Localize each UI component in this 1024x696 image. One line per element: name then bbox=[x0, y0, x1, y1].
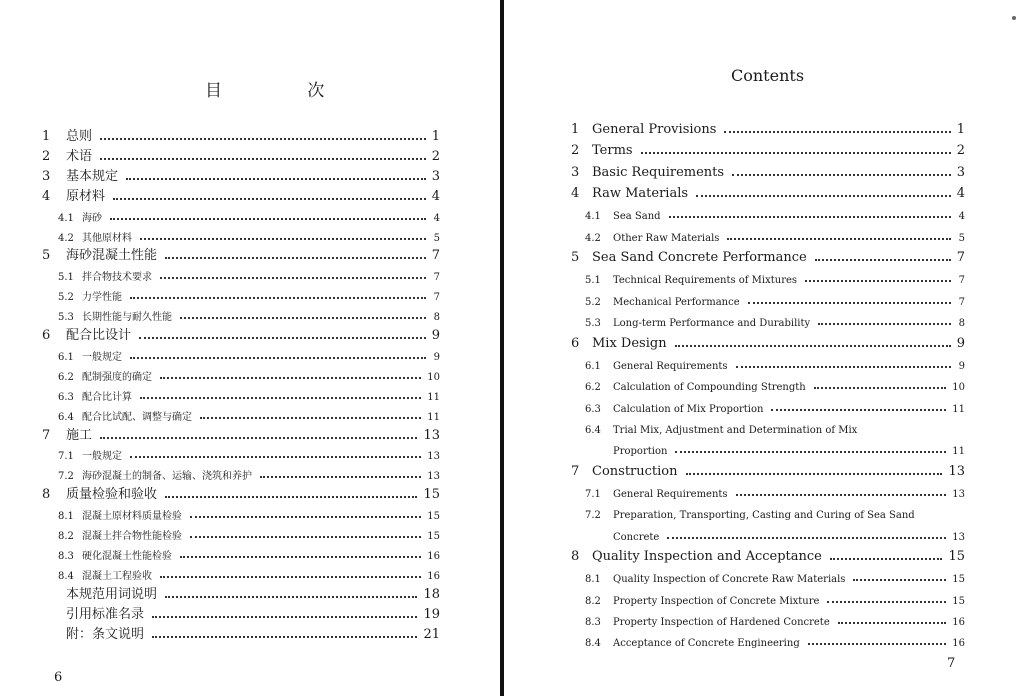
toc-entry-number: 5 bbox=[42, 248, 51, 264]
toc-entry-title: 长期性能与耐久性能 bbox=[82, 312, 172, 324]
toc-entry-page: 1 bbox=[431, 129, 440, 144]
toc-entry-number: 6.1 bbox=[58, 351, 74, 363]
toc-entry-page: 2 bbox=[956, 143, 965, 159]
toc-entry[interactable] bbox=[42, 305, 440, 323]
toc-entry-number: 7 bbox=[571, 463, 580, 479]
toc-leader-dots bbox=[814, 387, 947, 389]
toc-entry-page: 7 bbox=[958, 275, 965, 287]
toc-entry-title: Acceptance of Concrete Engineering bbox=[613, 638, 800, 650]
toc-entry-page: 7 bbox=[956, 250, 965, 266]
toc-entry-page: 11 bbox=[427, 391, 440, 403]
toc-entry-title: 力学性能 bbox=[82, 292, 122, 304]
toc-entry-number: 5.2 bbox=[58, 292, 74, 304]
toc-entry-number: 3 bbox=[42, 168, 51, 184]
toc-entry[interactable] bbox=[571, 290, 965, 308]
toc-entry-number: 3 bbox=[571, 164, 580, 180]
toc-leader-dots bbox=[667, 537, 946, 539]
toc-entry-title: 配合比计算 bbox=[82, 391, 132, 403]
toc-entry-page: 11 bbox=[952, 446, 965, 458]
toc-entry-number: 8.3 bbox=[585, 617, 601, 629]
toc-entry-number: 6.3 bbox=[585, 403, 601, 415]
toc-entry-title: Construction bbox=[592, 463, 678, 479]
toc-entry-page: 9 bbox=[956, 335, 965, 351]
toc-leader-dots bbox=[736, 494, 947, 496]
toc-entry-title: 海砂混凝土性能 bbox=[66, 248, 158, 264]
toc-entry[interactable] bbox=[42, 524, 440, 542]
toc-entry-title: 施工 bbox=[66, 427, 93, 443]
toc-title-chinese: 目 次 bbox=[205, 81, 365, 101]
toc-leader-dots bbox=[126, 178, 426, 180]
toc-entry[interactable] bbox=[571, 567, 965, 585]
toc-entry-title: 一般规定 bbox=[82, 351, 122, 363]
toc-leader-dots bbox=[190, 516, 421, 518]
toc-entry-title: Basic Requirements bbox=[592, 164, 725, 180]
toc-entry[interactable] bbox=[42, 405, 440, 423]
toc-entry-page: 21 bbox=[423, 626, 440, 642]
toc-entry-title: 术语 bbox=[66, 148, 93, 164]
toc-entry[interactable] bbox=[42, 584, 440, 602]
toc-leader-dots bbox=[140, 397, 421, 399]
toc-entry[interactable] bbox=[42, 464, 440, 482]
toc-entry-number: 4.1 bbox=[585, 211, 601, 223]
toc-entry-number: 4.2 bbox=[58, 232, 74, 244]
toc-entry[interactable] bbox=[571, 418, 965, 436]
toc-entry-number: 5.2 bbox=[585, 296, 601, 308]
toc-entry[interactable] bbox=[42, 564, 440, 582]
toc-entry-page: 18 bbox=[423, 586, 440, 602]
toc-entry-page: 8 bbox=[433, 312, 440, 324]
toc-entry-number: 5.1 bbox=[58, 272, 74, 284]
toc-entry-page: 2 bbox=[431, 148, 440, 164]
toc-leader-dots bbox=[165, 596, 417, 598]
toc-entry-number: 6.2 bbox=[58, 371, 74, 383]
toc-entry[interactable] bbox=[42, 325, 440, 343]
toc-entry-number: 8.1 bbox=[58, 511, 74, 523]
toc-entry[interactable] bbox=[42, 444, 440, 462]
toc-entry[interactable] bbox=[42, 265, 440, 283]
toc-leader-dots bbox=[771, 409, 946, 411]
toc-entry-number: 7.2 bbox=[585, 510, 601, 522]
toc-leader-dots bbox=[100, 437, 417, 439]
toc-entry-title: Mix Design bbox=[592, 335, 667, 351]
toc-leader-dots bbox=[641, 152, 951, 154]
toc-entry-number: 5.3 bbox=[585, 318, 601, 330]
toc-entry-page: 16 bbox=[427, 570, 440, 582]
toc-entry-page: 9 bbox=[433, 351, 440, 363]
page-number-left: 6 bbox=[54, 670, 63, 685]
toc-entry[interactable] bbox=[571, 546, 965, 564]
toc-leader-dots bbox=[727, 238, 951, 240]
toc-entry[interactable] bbox=[571, 525, 965, 543]
toc-leader-dots bbox=[675, 451, 946, 453]
toc-entry-title: Proportion bbox=[613, 446, 668, 458]
toc-entry-page: 3 bbox=[956, 164, 965, 180]
toc-entry[interactable] bbox=[571, 503, 965, 521]
toc-entry-page: 13 bbox=[948, 463, 965, 479]
toc-leader-dots bbox=[190, 536, 421, 538]
toc-leader-dots bbox=[748, 302, 951, 304]
scan-mark bbox=[1012, 16, 1016, 20]
toc-entry-title: Other Raw Materials bbox=[613, 232, 720, 244]
toc-entry-number: 8 bbox=[571, 549, 580, 564]
toc-entry[interactable] bbox=[42, 166, 440, 184]
toc-entry-page: 9 bbox=[958, 360, 965, 372]
toc-entry-page: 15 bbox=[952, 574, 965, 586]
toc-entry[interactable] bbox=[42, 504, 440, 522]
toc-entry-number: 1 bbox=[571, 122, 580, 137]
toc-entry-page: 15 bbox=[427, 531, 440, 542]
toc-entry-number: 7.1 bbox=[585, 488, 601, 500]
toc-entry-number: 7.2 bbox=[58, 471, 74, 483]
toc-leader-dots bbox=[686, 473, 943, 475]
toc-entry-title: Calculation of Compounding Strength bbox=[613, 382, 806, 394]
toc-entry-number: 7.1 bbox=[58, 451, 74, 463]
toc-entry-title: Quality Inspection and Acceptance bbox=[592, 549, 822, 564]
toc-entry-page: 13 bbox=[952, 488, 965, 500]
toc-leader-dots bbox=[139, 337, 426, 339]
toc-entry-title: Mechanical Performance bbox=[613, 296, 740, 308]
page-number-right: 7 bbox=[947, 656, 956, 671]
toc-entry-title: 原材料 bbox=[66, 188, 106, 204]
toc-entry[interactable] bbox=[42, 425, 440, 443]
toc-entry-title: Property Inspection of Hardened Concrete bbox=[613, 617, 830, 629]
toc-entry[interactable] bbox=[42, 126, 440, 144]
toc-entry-page: 4 bbox=[958, 211, 965, 223]
toc-entry-page: 13 bbox=[423, 427, 440, 443]
toc-leader-dots bbox=[180, 556, 421, 558]
toc-entry-number: 6 bbox=[42, 328, 51, 343]
toc-entry-number: 8.1 bbox=[585, 574, 601, 586]
toc-entry[interactable] bbox=[571, 311, 965, 329]
toc-entry[interactable] bbox=[42, 226, 440, 244]
toc-entry-page: 8 bbox=[958, 318, 965, 330]
toc-entry[interactable] bbox=[571, 268, 965, 286]
toc-entry-title: 一般规定 bbox=[82, 451, 122, 463]
toc-leader-dots bbox=[165, 257, 426, 259]
toc-leader-dots bbox=[838, 622, 947, 624]
toc-entry[interactable] bbox=[571, 375, 965, 393]
toc-entry-page: 10 bbox=[427, 371, 440, 383]
toc-entry-title: General Provisions bbox=[592, 122, 717, 137]
toc-leader-dots bbox=[675, 345, 951, 347]
toc-entry[interactable] bbox=[571, 610, 965, 628]
toc-entry[interactable] bbox=[571, 204, 965, 222]
toc-entry-page: 11 bbox=[952, 403, 965, 415]
toc-entry-number: 6.3 bbox=[58, 391, 74, 403]
toc-leader-dots bbox=[113, 198, 426, 200]
toc-leader-dots bbox=[815, 259, 951, 261]
toc-entry[interactable] bbox=[42, 206, 440, 224]
toc-leader-dots bbox=[805, 280, 951, 282]
toc-entry-title: 基本规定 bbox=[66, 168, 119, 184]
toc-leader-dots bbox=[160, 377, 421, 379]
toc-leader-dots bbox=[130, 456, 421, 458]
toc-entry-title: General Requirements bbox=[613, 360, 728, 372]
toc-entry-page: 7 bbox=[958, 296, 965, 308]
toc-entry-number: 2 bbox=[571, 143, 580, 159]
toc-entry-page: 11 bbox=[427, 411, 440, 423]
toc-entry-number: 8 bbox=[42, 487, 51, 503]
toc-leader-dots bbox=[732, 174, 951, 176]
toc-entry-page: 19 bbox=[423, 606, 440, 622]
toc-entry-page: 15 bbox=[952, 595, 965, 607]
toc-entry-title: General Requirements bbox=[613, 488, 728, 500]
toc-entry-page: 15 bbox=[423, 487, 440, 503]
toc-entry-title: 引用标准名录 bbox=[66, 606, 145, 622]
toc-entry-page: 7 bbox=[433, 272, 440, 284]
toc-entry[interactable] bbox=[42, 186, 440, 204]
toc-entry-title: Concrete bbox=[613, 531, 660, 543]
toc-entry-title: 其他原材料 bbox=[82, 232, 132, 244]
toc-leader-dots bbox=[165, 496, 417, 498]
toc-entry-number: 5.3 bbox=[58, 312, 74, 324]
toc-entry-number: 8.4 bbox=[585, 638, 601, 650]
toc-entry-page: 13 bbox=[427, 471, 440, 483]
toc-leader-dots bbox=[100, 138, 426, 140]
toc-entry-title: Sea Sand Concrete Performance bbox=[592, 250, 807, 266]
toc-leader-dots bbox=[130, 357, 426, 359]
toc-entry-page: 5 bbox=[433, 232, 440, 244]
toc-leader-dots bbox=[140, 238, 426, 240]
toc-entry[interactable] bbox=[571, 226, 965, 244]
toc-entry-page: 15 bbox=[948, 549, 965, 564]
toc-leader-dots bbox=[808, 643, 947, 645]
toc-entry[interactable] bbox=[42, 146, 440, 164]
toc-entry-title: Property Inspection of Concrete Mixture bbox=[613, 595, 820, 607]
toc-title-english: Contents bbox=[731, 66, 805, 85]
toc-entry[interactable] bbox=[42, 624, 440, 642]
toc-leader-dots bbox=[818, 323, 951, 325]
toc-leader-dots bbox=[200, 417, 421, 419]
toc-entry-title: 混凝土工程验收 bbox=[82, 570, 152, 582]
toc-entry[interactable] bbox=[42, 365, 440, 383]
toc-entry-page: 7 bbox=[433, 292, 440, 304]
toc-entry-title: Technical Requirements of Mixtures bbox=[613, 275, 798, 287]
toc-entry-page: 4 bbox=[431, 188, 440, 204]
toc-leader-dots bbox=[830, 558, 943, 560]
toc-entry-number: 6 bbox=[571, 335, 580, 351]
toc-entry-page: 16 bbox=[952, 617, 965, 629]
toc-entry[interactable] bbox=[571, 631, 965, 649]
toc-entry-title: Raw Materials bbox=[592, 186, 689, 202]
toc-entry-number: 8.4 bbox=[58, 570, 74, 582]
toc-leader-dots bbox=[110, 218, 426, 220]
toc-entry-title: Quality Inspection of Concrete Raw Materials bbox=[613, 574, 846, 586]
toc-entry-title: 拌合物技术要求 bbox=[82, 272, 152, 284]
toc-entry-number: 6.4 bbox=[58, 411, 74, 423]
toc-entry[interactable] bbox=[571, 162, 965, 180]
toc-leader-dots bbox=[100, 158, 426, 160]
toc-entry[interactable] bbox=[571, 589, 965, 607]
toc-leader-dots bbox=[696, 195, 951, 197]
toc-entry-page: 3 bbox=[431, 168, 440, 184]
toc-entry-title: 总则 bbox=[66, 129, 93, 144]
toc-entry-title: Preparation, Transporting, Casting and Curing of Sea Sand bbox=[613, 510, 915, 522]
toc-entry[interactable] bbox=[571, 119, 965, 137]
toc-entry[interactable] bbox=[42, 484, 440, 502]
toc-leader-dots bbox=[160, 277, 426, 279]
toc-entry-title: 本规范用词说明 bbox=[66, 586, 158, 602]
toc-entry[interactable] bbox=[571, 140, 965, 158]
right-page bbox=[507, 0, 1024, 696]
toc-entry-number: 8.2 bbox=[585, 595, 601, 607]
toc-entry[interactable] bbox=[42, 385, 440, 403]
toc-entry[interactable] bbox=[42, 345, 440, 363]
toc-entry-number: 4 bbox=[571, 186, 580, 202]
toc-entry[interactable] bbox=[571, 247, 965, 265]
toc-entry-number: 5.1 bbox=[585, 275, 601, 287]
toc-entry-title: Trial Mix, Adjustment and Determination of Mix bbox=[613, 424, 858, 436]
toc-leader-dots bbox=[669, 216, 951, 218]
toc-entry-number: 4 bbox=[42, 188, 51, 204]
toc-entry-page: 13 bbox=[427, 451, 440, 463]
left-page bbox=[0, 0, 500, 696]
toc-entry-page: 15 bbox=[427, 511, 440, 523]
toc-entry-number: 6.2 bbox=[585, 382, 601, 394]
toc-entry[interactable] bbox=[571, 439, 965, 457]
toc-entry[interactable] bbox=[571, 333, 965, 351]
toc-entry-page: 5 bbox=[958, 232, 965, 244]
toc-entry[interactable] bbox=[42, 285, 440, 303]
toc-entry[interactable] bbox=[42, 544, 440, 562]
toc-entry[interactable] bbox=[571, 482, 965, 500]
toc-entry-number: 6.1 bbox=[585, 360, 601, 372]
toc-leader-dots bbox=[152, 636, 417, 638]
toc-entry[interactable] bbox=[42, 604, 440, 622]
toc-leader-dots bbox=[152, 616, 417, 618]
toc-entry[interactable] bbox=[571, 183, 965, 201]
toc-entry-number: 4.2 bbox=[585, 232, 601, 244]
toc-leader-dots bbox=[827, 601, 946, 603]
toc-leader-dots bbox=[180, 317, 426, 319]
toc-entry-page: 16 bbox=[427, 550, 440, 562]
toc-entry[interactable] bbox=[42, 245, 440, 263]
toc-leader-dots bbox=[160, 576, 421, 578]
toc-entry-page: 10 bbox=[952, 382, 965, 394]
toc-entry-number: 8.2 bbox=[58, 531, 74, 542]
toc-entry-title: Terms bbox=[592, 143, 633, 159]
toc-entry-title: 海砂混凝土的制备、运输、浇筑和养护 bbox=[82, 471, 252, 483]
toc-leader-dots bbox=[130, 297, 426, 299]
toc-entry-number: 7 bbox=[42, 427, 51, 443]
toc-entry-number: 2 bbox=[42, 148, 51, 164]
toc-entry[interactable] bbox=[571, 461, 965, 479]
toc-entry-title: 配合比设计 bbox=[66, 328, 132, 343]
toc-leader-dots bbox=[853, 579, 946, 581]
toc-entry-page: 7 bbox=[431, 248, 440, 264]
toc-entry-title: Sea Sand bbox=[613, 211, 661, 223]
toc-leader-dots bbox=[260, 476, 421, 478]
toc-entry-title: Long-term Performance and Durability bbox=[613, 318, 811, 330]
toc-entry-number: 5 bbox=[571, 250, 580, 266]
toc-entry-title: 混凝土原材料质量检验 bbox=[82, 511, 182, 523]
book-spine bbox=[500, 0, 504, 696]
toc-entry-page: 4 bbox=[956, 186, 965, 202]
toc-entry-number: 8.3 bbox=[58, 550, 74, 562]
toc-entry-page: 9 bbox=[431, 328, 440, 343]
toc-leader-dots bbox=[724, 131, 950, 133]
toc-leader-dots bbox=[736, 366, 951, 368]
toc-entry-number: 6.4 bbox=[585, 424, 601, 436]
toc-entry[interactable] bbox=[571, 354, 965, 372]
toc-entry-title: 硬化混凝土性能检验 bbox=[82, 550, 172, 562]
toc-entry-title: 质量检验和验收 bbox=[66, 487, 158, 503]
toc-entry-title: 附：条文说明 bbox=[66, 626, 145, 642]
toc-entry[interactable] bbox=[571, 397, 965, 415]
toc-entry-title: Calculation of Mix Proportion bbox=[613, 403, 764, 415]
toc-entry-title: 配制强度的确定 bbox=[82, 371, 152, 383]
toc-entry-title: 混凝土拌合物性能检验 bbox=[82, 531, 182, 542]
toc-entry-page: 1 bbox=[956, 122, 965, 137]
toc-entry-number: 4.1 bbox=[58, 212, 74, 224]
toc-entry-title: 海砂 bbox=[82, 212, 102, 224]
toc-entry-page: 16 bbox=[952, 638, 965, 650]
toc-entry-page: 13 bbox=[952, 531, 965, 543]
toc-entry-number: 1 bbox=[42, 129, 51, 144]
toc-entry-title: 配合比试配、调整与确定 bbox=[82, 411, 192, 423]
toc-entry-page: 4 bbox=[433, 212, 440, 224]
